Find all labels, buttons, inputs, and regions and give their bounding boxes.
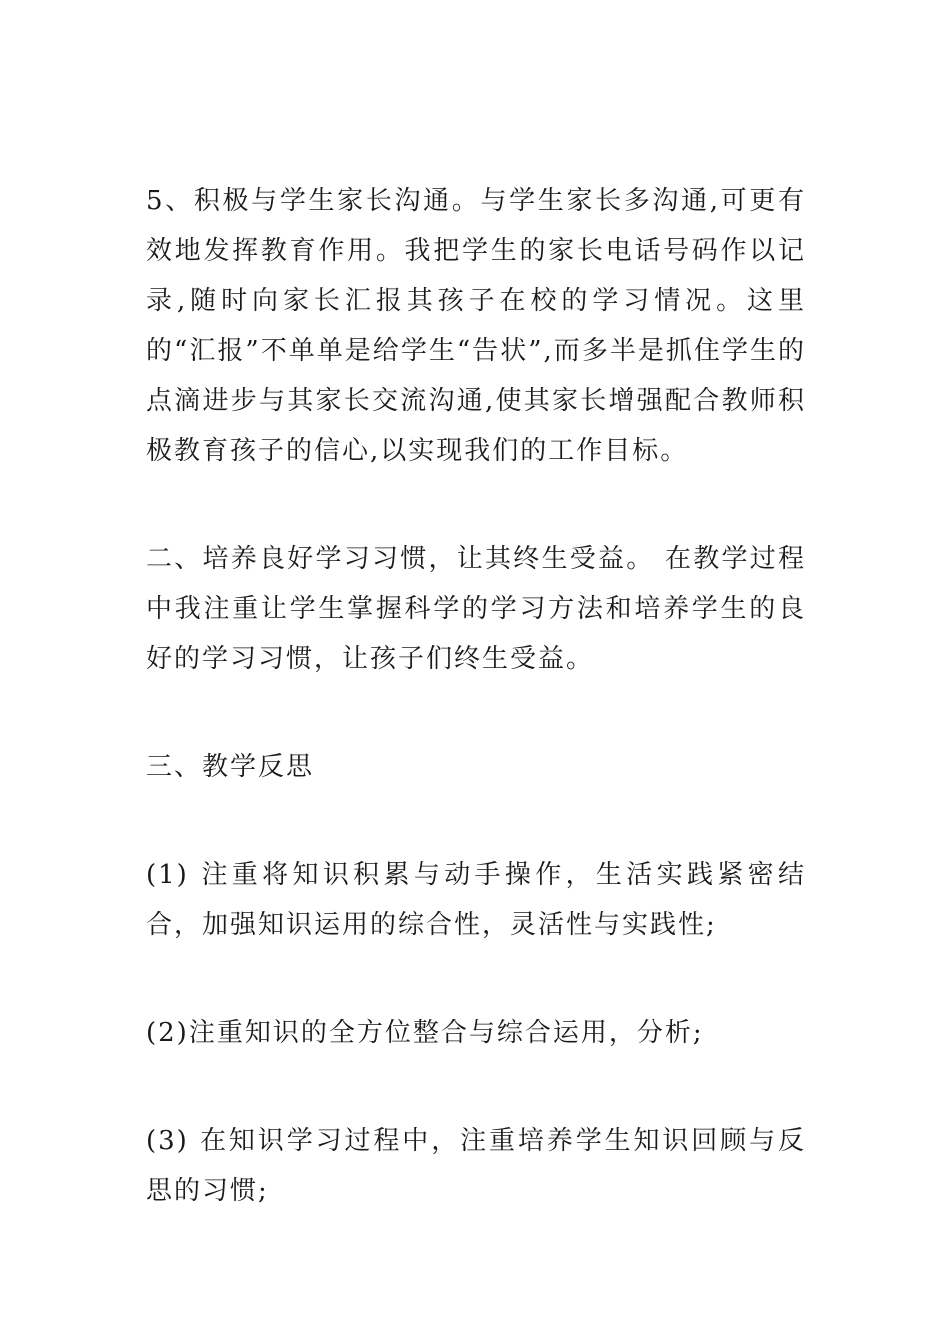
paragraph-parent-communication: 5、积极与学生家长沟通。与学生家长多沟通,可更有效地发挥教育作用。我把学生的家长电话号码作以记录,随时向家长汇报其孩子在校的学习情况。这里的“汇报”不单单是给学生“告状”,而多半是抓住学生的点滴进步与其家长交流沟通,使其家长增强配合教师积极教育孩子的信心,以实现我们的工作目标。 [146, 186, 806, 466]
section-heading-teaching-reflection: 三、教学反思 [146, 752, 315, 782]
list-item-3: (3) 在知识学习过程中，注重培养学生知识回顾与反思的习惯; [146, 1126, 806, 1206]
document-body [146, 176, 806, 1216]
list-item-2: (2)注重知识的全方位整合与综合运用，分析; [146, 1018, 704, 1048]
paragraph-study-habits: 二、培养良好学习习惯，让其终生受益。 在教学过程中我注重让学生掌握科学的学习方法和培养学生的良好的学习习惯，让孩子们终生受益。 [146, 544, 806, 674]
list-item-1: (1) 注重将知识积累与动手操作，生活实践紧密结合，加强知识运用的综合性，灵活性与实践性; [146, 860, 806, 940]
